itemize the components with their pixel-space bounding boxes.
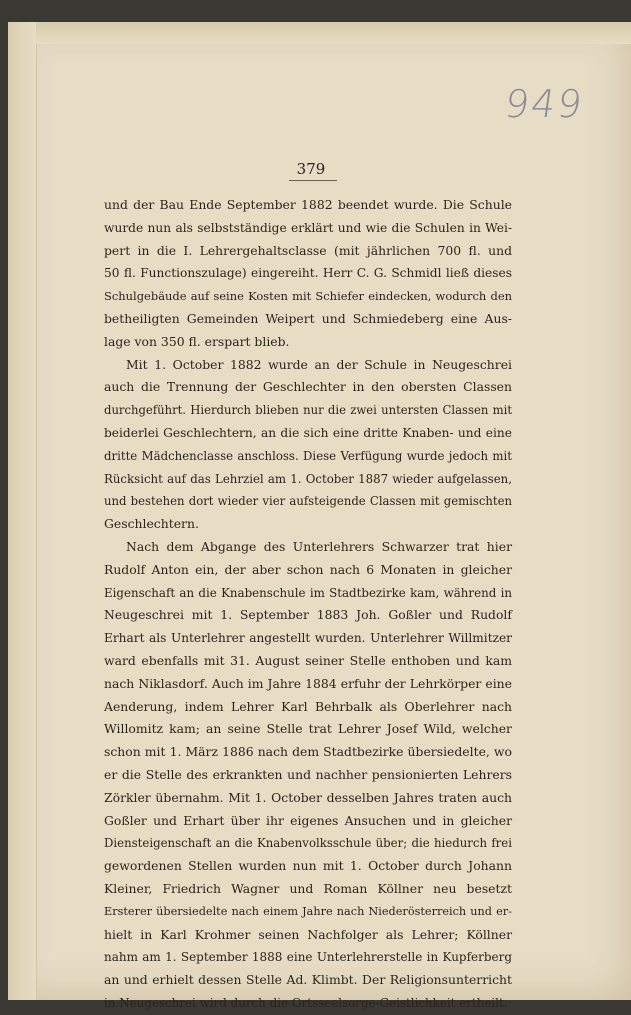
text-line: dritte Mädchenclasse anschloss. Diese Verfügung wurde jedoch mit [104,448,512,463]
text-line: Willomitz kam; an seine Stelle trat Lehrer Josef Wild, welcher [104,721,512,737]
text-line: Rücksicht auf das Lehrziel am 1. October 1887 wieder aufgelassen, [104,471,512,486]
text-line: 50 fl. Functionszulage) eingereiht. Herr C. G. Schmidl ließ dieses [104,266,512,281]
text-line: Zörkler übernahm. Mit 1. October desselben Jahres traten auch [104,789,512,805]
text-line: beiderlei Geschlechtern, an die sich eine dritte Knaben- und eine [104,425,512,440]
text-line: Kleiner, Friedrich Wagner und Roman Köllner neu besetzt [104,880,512,896]
text-line: Goßler und Erhart über ihr eigenes Ansuchen und in gleicher [104,812,512,828]
text-line: er die Stelle des erkrankten und nachher pensionierten Lehrers [104,766,512,782]
text-line: lage von 350 fl. erspart blieb. [104,333,290,349]
body-text [104,194,512,1015]
text-line: an und erhielt dessen Stelle Ad. Klimbt. Der Religionsunterricht [104,972,512,988]
text-line: Diensteigenschaft an die Knabenvolksschule über; die hiedurch frei [104,836,512,851]
text-line: Nach dem Abgange des Unterlehrers Schwarzer trat hier [126,538,512,554]
text-line: wurde nun als selbstständige erklärt und wie die Schulen in Wei- [104,220,512,235]
text-line: nach Niklasdorf. Auch im Jahre 1884 erfuhr der Lehrkörper eine [104,675,512,691]
text-line: und bestehen dort wieder vier aufsteigende Classen mit gemischten [104,494,512,509]
page-number: 379 [296,160,326,178]
text-line: Erhart als Unterlehrer angestellt wurden. Unterlehrer Willmitzer [104,631,512,646]
text-line: durchgeführt. Hierdurch blieben nur die zwei untersten Classen mit [104,403,512,418]
text-line: gewordenen Stellen wurden nun mit 1. October durch Johann [104,858,512,874]
handwritten-archive-number: 949 [501,82,587,126]
text-line: Geschlechtern. [104,516,199,532]
page-binding-edge [8,22,37,1000]
page-top-edge [36,22,631,44]
text-line: betheiligten Gemeinden Weipert und Schmiedeberg eine Aus- [104,310,512,326]
text-line: hielt in Karl Krohmer seinen Nachfolger als Lehrer; Köllner [104,926,512,942]
text-line: und der Bau Ende September 1882 beendet wurde. Die Schule [104,197,512,212]
text-line: in Neugeschrei wird durch die Ortsseelsorge-Geistlichkeit ertheilt. [104,995,508,1010]
text-line: Schulgebäude auf seine Kosten mit Schiefer eindecken, wodurch den [104,289,512,304]
document-page [8,22,631,1010]
text-line: Neugeschrei mit 1. September 1883 Joh. Goßler und Rudolf [104,607,512,623]
text-line: Aenderung, indem Lehrer Karl Behrbalk als Oberlehrer nach [104,698,512,714]
text-line: pert in die I. Lehrergehaltsclasse (mit jährlichen 700 fl. und [104,242,512,258]
text-line: schon mit 1. März 1886 nach dem Stadtbezirke übersiedelte, wo [104,744,512,760]
text-line: Rudolf Anton ein, der aber schon nach 6 Monaten in gleicher [104,561,512,577]
text-line: Mit 1. October 1882 wurde an der Schule in Neugeschrei [126,356,512,372]
text-line: auch die Trennung der Geschlechter in den obersten Classen [104,379,512,395]
page-number-rule [289,180,337,181]
text-line: Ersterer übersiedelte nach einem Jahre nach Niederösterreich und er- [104,904,512,918]
text-line: ward ebenfalls mit 31. August seiner Stelle enthoben und kam [104,652,512,668]
text-line: Eigenschaft an die Knabenschule im Stadtbezirke kam, während in [104,585,512,600]
text-line: nahm am 1. September 1888 eine Unterlehrerstelle in Kupferberg [104,950,512,965]
